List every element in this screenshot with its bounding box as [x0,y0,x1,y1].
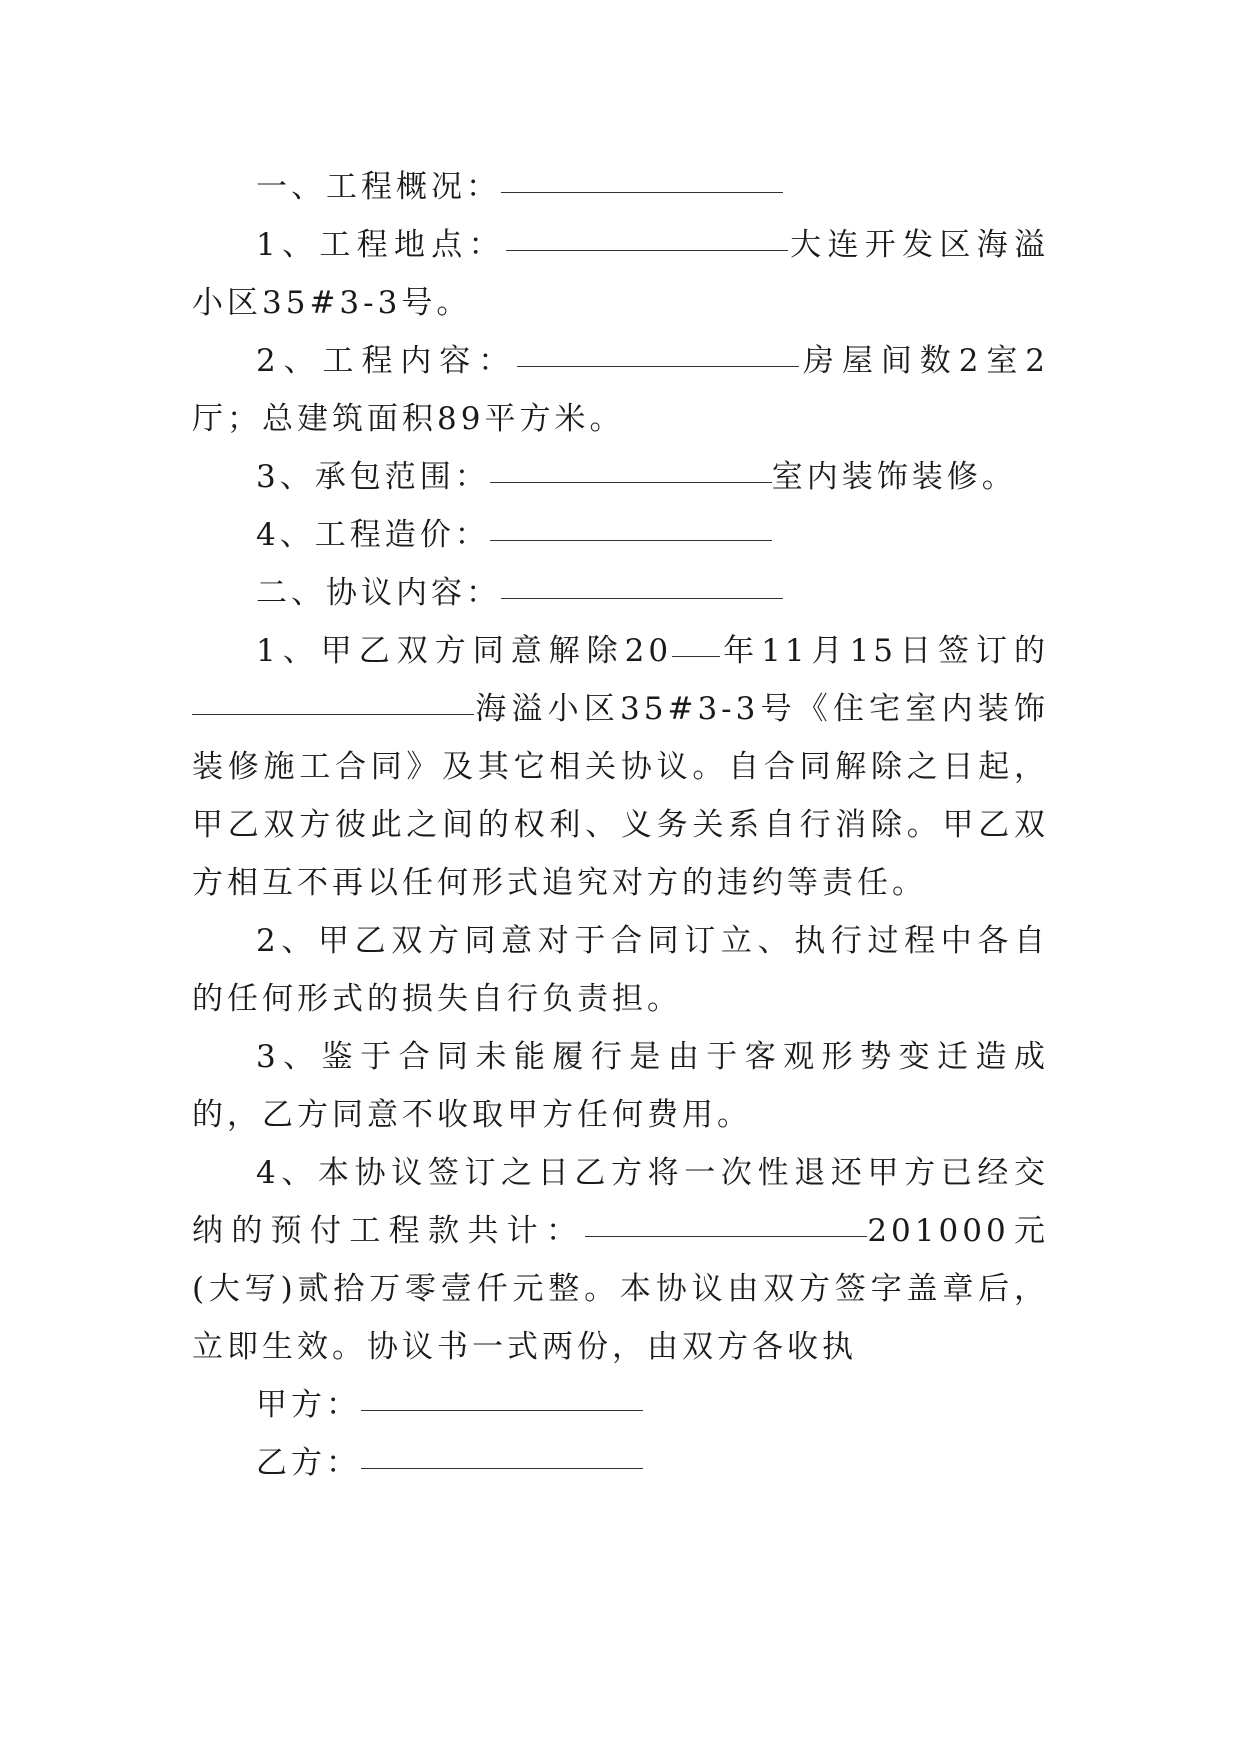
clause-4 [192,1144,1049,1376]
blank-line [501,568,783,599]
blank-line [517,336,799,367]
party-b-label: 乙方： [256,1445,361,1481]
item1-value: 大连开发区海溢小区35#3-3号。 [192,227,1049,321]
item-project-content [192,332,1049,448]
clause-1 [192,622,1049,912]
blank-line [192,684,474,715]
section1-heading-text: 一、工程概况： [256,169,501,205]
item2-value: 房屋间数2室2厅；总建筑面积89平方米。 [192,343,1049,437]
item2-label: 2、工程内容： [256,343,518,379]
item-contract-scope [192,448,1049,506]
section2-heading-text: 二、协议内容： [256,575,501,611]
year-blank-line [672,626,720,657]
clause1-text-a: 1、甲乙双方同意解除20 [256,633,673,669]
blank-line [490,510,772,541]
signature-blank-line [361,1380,643,1411]
item3-label: 3、承包范围： [256,459,490,495]
item3-value: 室内装饰装修。 [771,459,1017,495]
item-project-location [192,216,1049,332]
clause1-text-c: 海溢小区35#3-3号《住宅室内装饰装修施工合同》及其它相关协议。自合同解除之日起，甲乙双方彼此之间的权利、义务关系自行消除。甲乙双方相互不再以任何形式追究对方的违约等责任。 [192,691,1049,901]
signature-blank-line [361,1438,643,1469]
clause-3: 3、鉴于合同未能履行是由于客观形势变迁造成的，乙方同意不收取甲方任何费用。 [192,1039,1049,1133]
clause4-text-a: 4、本协议签订之日乙方将一次性退还甲方已经交纳的预付工程款共计： [192,1155,1049,1249]
section-heading-agreement-content [192,564,1049,622]
item-project-cost [192,506,1049,564]
item1-label: 1、工程地点： [256,227,506,263]
blank-line [585,1206,867,1237]
blank-line [506,220,788,251]
party-a-signature-line [192,1376,1049,1434]
blank-line [490,452,772,483]
clause1-text-b: 年11月15日签订的 [720,633,1049,669]
clause4-text-b: 201000元(大写)贰拾万零壹仟元整。本协议由双方签字盖章后，立即生效。协议书一式两份，由双方各收执 [192,1213,1049,1365]
blank-line [501,162,783,193]
party-a-label: 甲方： [256,1387,361,1423]
party-b-signature-line [192,1434,1049,1492]
document-body [192,158,1049,1492]
item4-label: 4、工程造价： [256,517,490,553]
section-heading-project-overview [192,158,1049,216]
clause-2: 2、甲乙双方同意对于合同订立、执行过程中各自的任何形式的损失自行负责担。 [192,923,1049,1017]
